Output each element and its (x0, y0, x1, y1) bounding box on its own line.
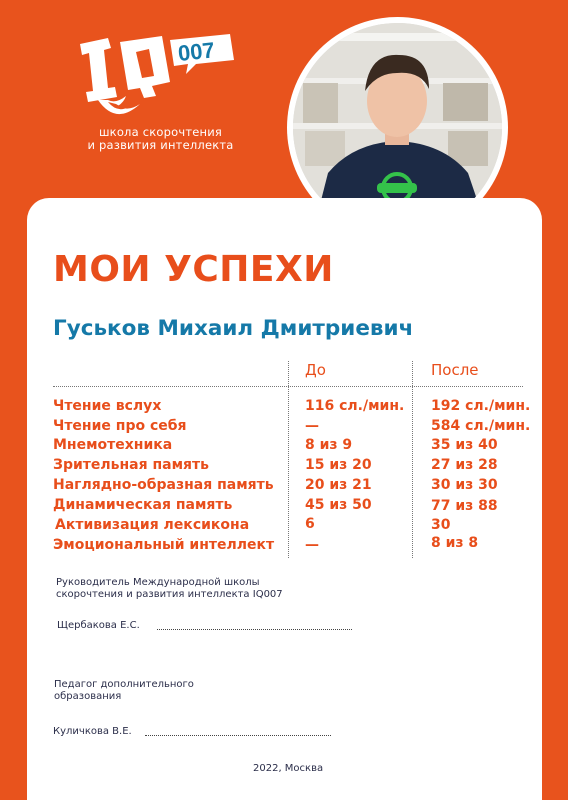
result-label: Зрительная память (53, 457, 209, 473)
result-after: 27 из 28 (431, 457, 498, 473)
result-label: Эмоциональный интеллект (53, 537, 275, 553)
result-label: Мнемотехника (53, 437, 173, 453)
result-before: 20 из 21 (305, 477, 372, 493)
result-after: 584 сл./мин. (431, 418, 531, 434)
result-before: 15 из 20 (305, 457, 372, 473)
result-after: 192 сл./мин. (431, 398, 531, 414)
director-role-line-2: скорочтения и развития интеллекта IQ007 (56, 589, 283, 600)
iq007-logo (78, 34, 238, 124)
director-role (56, 577, 283, 601)
result-label: Активизация лексикона (55, 517, 250, 533)
result-before: 116 сл./мин. (305, 398, 405, 414)
column-divider-2 (412, 361, 413, 558)
result-after: 30 из 30 (431, 477, 498, 493)
director-name: Щербакова Е.С. (57, 620, 140, 631)
result-label: Динамическая память (53, 497, 233, 513)
teacher-name: Куличкова В.Е. (53, 726, 132, 737)
teacher-role (54, 679, 194, 703)
teacher-role-line-2: образования (54, 691, 122, 702)
column-header-after: После (431, 361, 479, 379)
director-role-line-1: Руководитель Международной школы (56, 577, 260, 588)
result-label: Чтение вслух (53, 398, 162, 414)
logo-line-2: и развития интеллекта (87, 138, 234, 152)
logo-tagline (78, 126, 243, 152)
column-header-before: До (305, 361, 326, 379)
result-before: — (305, 537, 319, 553)
result-label: Чтение про себя (53, 418, 187, 434)
result-after: 8 из 8 (431, 535, 479, 551)
result-before: 45 из 50 (305, 497, 372, 513)
teacher-signature-line (145, 735, 331, 736)
page-title: МОИ УСПЕХИ (53, 249, 334, 290)
logo-number: 007 (176, 37, 216, 67)
result-before: — (305, 418, 319, 434)
footer-place-date: 2022, Москва (253, 763, 324, 774)
result-after: 35 из 40 (431, 437, 498, 453)
result-label: Наглядно-образная память (53, 477, 274, 493)
result-before: 6 (305, 516, 315, 532)
logo-line-1: школа скорочтения (98, 125, 223, 139)
column-divider-1 (288, 361, 289, 558)
director-signature-line (157, 629, 352, 630)
result-after: 77 из 88 (431, 498, 498, 514)
result-after: 30 (431, 517, 451, 533)
student-name: Гуськов Михаил Дмитриевич (53, 316, 414, 341)
result-before: 8 из 9 (305, 437, 353, 453)
teacher-role-line-1: Педагог дополнительного (54, 679, 194, 690)
